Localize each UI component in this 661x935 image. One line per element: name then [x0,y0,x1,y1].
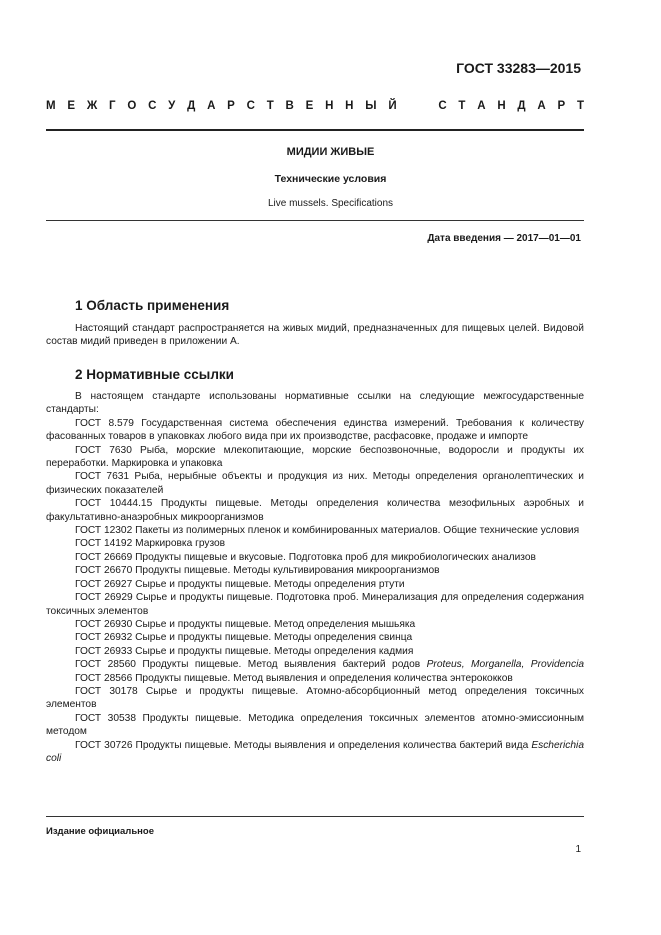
bacteria-species: Escherichia coli [46,739,584,764]
reference-item-30726 [46,739,584,766]
effective-date: Дата введения — 2017—01—01 [427,233,581,244]
reference-item: ГОСТ 14192 Маркировка грузов [75,538,226,550]
banner-letter: О [127,100,137,112]
reference-item: ГОСТ 7631 Рыба, нерыбные объекты и продукция из них. Методы определения органолептических и физических показателей [46,471,584,496]
section-2-heading: 2 Нормативные ссылки [75,367,234,382]
banner-letter: Н [497,100,506,112]
reference-item: ГОСТ 26927 Сырье и продукты пищевые. Методы определения ртути [75,578,405,590]
reference-item: ГОСТ 28566 Продукты пищевые. Метод выявления и определения количества энтерококков [75,672,513,684]
banner-letter: Е [67,100,76,112]
english-title: Live mussels. Specifications [267,198,394,209]
references-intro: В настоящем стандарте использованы нормативные ссылки на следующие межгосударственные стандарты: [46,391,584,416]
reference-list-b [46,672,584,739]
banner-letter: Г [109,100,116,112]
banner-letter [423,100,426,112]
reference-item: ГОСТ 26932 Сырье и продукты пищевые. Методы определения свинца [75,632,413,644]
reference-item: ГОСТ 26933 Сырье и продукты пищевые. Методы определения кадмия [75,645,414,657]
interstate-standard-banner [46,100,584,112]
banner-letter: Т [266,100,274,112]
banner-letter: А [207,100,216,112]
banner-letter: Т [458,100,466,112]
banner-letter: Н [325,100,334,112]
reference-item: ГОСТ 10444.15 Продукты пищевые. Методы определения количества мезофильных аэробных и факультативно-анаэробных микроорганизмов [46,498,584,523]
banner-letter: В [285,100,294,112]
section-1-text: Настоящий стандарт распространяется на живых мидий, предназначенных для пищевых целей. Видовой состав мидий приведен в приложении А. [46,323,584,348]
banner-letter [408,100,411,112]
banner-letter: Т [576,100,584,112]
footer-divider [46,816,584,817]
banner-letter: А [537,100,546,112]
normative-references [46,390,584,765]
reference-item: ГОСТ 26929 Сырье и продукты пищевые. Подготовка проб. Минерализация для определения содержания токсичных элементов [46,592,584,617]
reference-text: ГОСТ 28560 Продукты пищевые. Метод выявления бактерий родов [75,659,427,671]
official-edition-label: Издание официальное [46,826,154,837]
reference-item: ГОСТ 26669 Продукты пищевые и вкусовые. Подготовка проб для микробиологических анализов [75,551,536,563]
reference-item: ГОСТ 7630 Рыба, морские млекопитающие, морские беспозвоночные, водоросли и продукты их переработки. Маркировка и упаковка [46,444,584,470]
header-divider [46,129,584,131]
banner-letter: А [477,100,486,112]
title-divider [46,220,584,221]
banner-letter: У [168,100,176,112]
page-number: 1 [575,844,581,855]
bacteria-genera: Proteus, Morganella, Providencia [426,659,584,671]
section-1-heading: 1 Область применения [75,298,230,313]
banner-letter: Ж [86,100,98,112]
standard-designation: ГОСТ 33283—2015 [456,60,581,76]
reference-item: ГОСТ 12302 Пакеты из полимерных пленок и комбинированных материалов. Общие технические условия [75,525,580,537]
reference-item: ГОСТ 30178 Сырье и продукты пищевые. Атомно-абсорбционный метод определения токсичных элементов [46,685,584,711]
document-subtitle: Технические условия [274,173,387,185]
banner-letter: Е [305,100,314,112]
reference-text: ГОСТ 30726 Продукты пищевые. Методы выявления и определения количества бактерий вида [75,739,532,751]
banner-letter: Д [187,100,196,112]
section-1-body [46,322,584,349]
banner-letter: Р [227,100,235,112]
reference-list-a [46,417,584,658]
reference-item: ГОСТ 26930 Сырье и продукты пищевые. Метод определения мышьяка [75,618,416,630]
document-title: МИДИИ ЖИВЫЕ [286,146,375,158]
reference-item-28560 [46,658,584,671]
banner-letter: С [438,100,447,112]
banner-letter: Р [557,100,566,112]
reference-item: ГОСТ 26670 Продукты пищевые. Методы культивирования микроорганизмов [75,565,440,577]
banner-letter: Ы [365,100,377,112]
banner-letter: Д [517,100,526,112]
banner-letter: С [246,100,255,112]
banner-letter: Н [345,100,354,112]
banner-letter: Й [388,100,397,112]
banner-letter: М [46,100,56,112]
reference-item: ГОСТ 30538 Продукты пищевые. Методика определения токсичных элементов атомно-эмиссионным методом [46,712,584,738]
reference-item: ГОСТ 8.579 Государственная система обеспечения единства измерений. Требования к количеству фасованных товаров в упаковках любого вида при их производстве, расфасовке, продаже и импорте [46,417,584,443]
banner-letter: С [148,100,157,112]
